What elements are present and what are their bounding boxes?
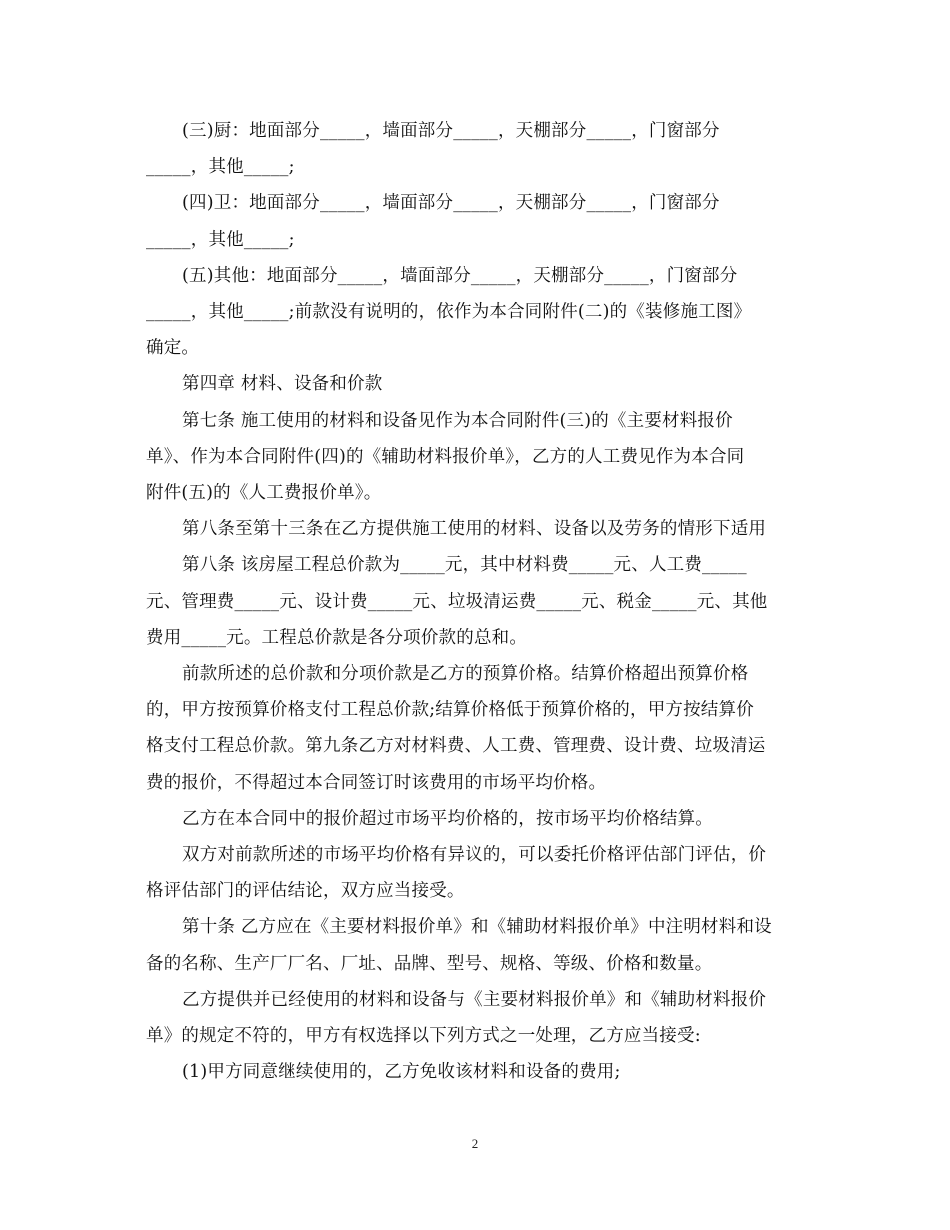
text-line: 确定。 bbox=[146, 338, 200, 359]
text-line: _____，其他_____; bbox=[146, 157, 295, 178]
text-line: (1)甲方同意继续使用的，乙方免收该材料和设备的费用; bbox=[182, 1062, 621, 1083]
document-body bbox=[146, 113, 811, 1090]
text-line: 格支付工程总价款。第九条乙方对材料费、人工费、管理费、设计费、垃圾清运 bbox=[146, 736, 766, 757]
text-line: 第八条至第十三条在乙方提供施工使用的材料、设备以及劳务的情形下适用 bbox=[182, 519, 767, 540]
chapter-heading: 第四章 材料、设备和价款 bbox=[182, 374, 383, 395]
text-line: 单》的规定不符的，甲方有权选择以下列方式之一处理，乙方应当接受: bbox=[146, 1026, 701, 1047]
text-line: 第七条 施工使用的材料和设备见作为本合同附件(三)的《主要材料报价 bbox=[182, 410, 733, 431]
text-line: _____，其他_____;前款没有说明的，依作为本合同附件(二)的《装修施工图》 bbox=[146, 302, 752, 323]
text-line: 第十条 乙方应在《主要材料报价单》和《辅助材料报价单》中注明材料和设 bbox=[182, 917, 772, 938]
text-line: (三)厨：地面部分_____，墙面部分_____，天棚部分_____，门窗部分 bbox=[182, 121, 720, 141]
text-line: (五)其他：地面部分_____，墙面部分_____，天棚部分_____，门窗部分 bbox=[182, 265, 738, 286]
text-line: 费用_____元。工程总价款是各分项价款的总和。 bbox=[146, 627, 528, 648]
text-line: 的，甲方按预算价格支付工程总价款;结算价格低于预算价格的，甲方按结算价 bbox=[146, 700, 754, 721]
text-line: 乙方提供并已经使用的材料和设备与《主要材料报价单》和《辅助材料报价 bbox=[182, 989, 767, 1010]
text-line: 备的名称、生产厂厂名、厂址、品牌、型号、规格、等级、价格和数量。 bbox=[146, 953, 713, 974]
text-line: 费的报价，不得超过本合同签订时该费用的市场平均价格。 bbox=[146, 772, 607, 793]
text-line: 元、管理费_____元、设计费_____元、垃圾清运费_____元、税金_____元、其他 bbox=[146, 591, 768, 612]
text-line: _____，其他_____; bbox=[146, 229, 295, 250]
text-line: 前款所述的总价款和分项价款是乙方的预算价格。结算价格超出预算价格 bbox=[182, 664, 749, 685]
text-line: 第八条 该房屋工程总价款为_____元，其中材料费_____元、人工费_____ bbox=[182, 555, 747, 576]
text-line: 格评估部门的评估结论，双方应当接受。 bbox=[146, 881, 465, 902]
page-number: 2 bbox=[471, 1136, 479, 1151]
text-line: 单》、作为本合同附件(四)的《辅助材料报价单》，乙方的人工费见作为本合同 bbox=[146, 446, 745, 467]
text-line: 双方对前款所述的市场平均价格有异议的，可以委托价格评估部门评估，价 bbox=[182, 845, 767, 866]
text-line: (四)卫：地面部分_____，墙面部分_____，天棚部分_____，门窗部分 bbox=[182, 193, 720, 214]
text-line: 附件(五)的《人工费报价单》。 bbox=[146, 483, 382, 504]
text-line: 乙方在本合同中的报价超过市场平均价格的，按市场平均价格结算。 bbox=[182, 808, 713, 829]
